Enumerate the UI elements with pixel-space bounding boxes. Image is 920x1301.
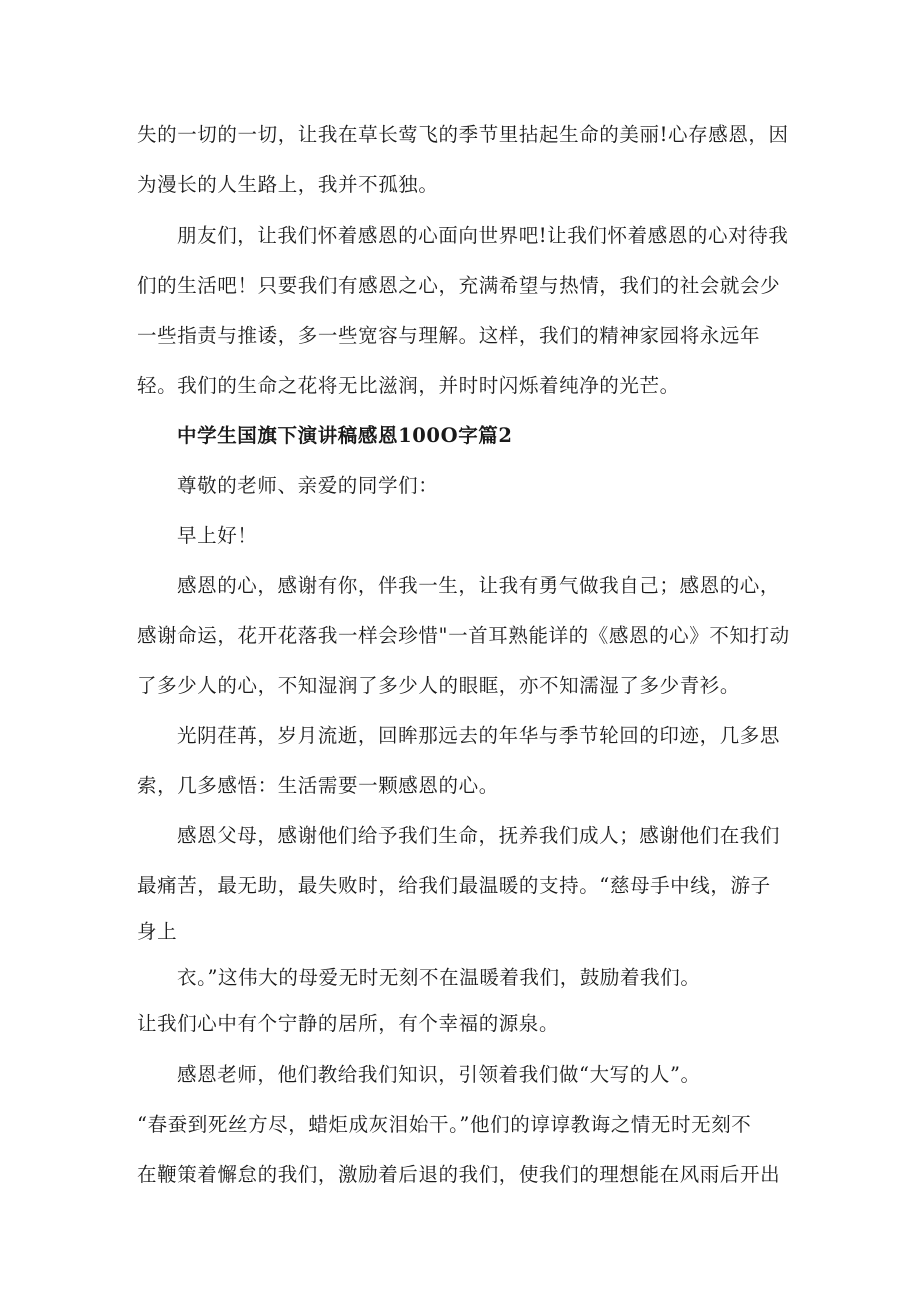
text-line: 轻。我们的生命之花将无比滋润，并时时闪烁着纯净的光芒。 — [137, 374, 680, 397]
salutation: 尊敬的老师、亲爱的同学们： — [177, 474, 439, 497]
text-line: 衣。”这伟大的母爱无时无刻不在温暖着我们，鼓励着我们。 — [177, 966, 701, 989]
text-line: 在鞭策着懈怠的我们，激励着后退的我们，使我们的理想能在风雨后开出 — [137, 1163, 781, 1186]
text-line: 让我们心中有个宁静的居所，有个幸福的源泉。 — [137, 1012, 560, 1035]
text-line: 为漫长的人生路上，我并不孤独。 — [137, 173, 439, 196]
text-line: 了多少人的心，不知湿润了多少人的眼眶，亦不知濡湿了多少青衫。 — [137, 674, 741, 697]
text-line: 朋友们，让我们怀着感恩的心面向世界吧!让我们怀着感恩的心对待我 — [177, 224, 789, 247]
text-line: 索，几多感悟：生活需要一颗感恩的心。 — [137, 774, 499, 797]
text-line: 感恩老师，他们教给我们知识，引领着我们做“大写的人”。 — [177, 1063, 701, 1086]
text-line: 失的一切的一切，让我在草长莺飞的季节里拈起生命的美丽!心存感恩，因 — [137, 123, 789, 146]
text-line: “春蚕到死丝方尽，蜡炬成灰泪始干。”他们的谆谆教诲之情无时无刻不 — [137, 1113, 752, 1136]
text-line: 感谢命运，花开花落我一样会珍惜"一首耳熟能详的《感恩的心》不知打动 — [137, 624, 790, 647]
text-line: 们的生活吧！只要我们有感恩之心，充满希望与热情，我们的社会就会少 — [137, 274, 781, 297]
text-line: 身上 — [137, 920, 178, 943]
text-line: 感恩的心，感谢有你，伴我一生，让我有勇气做我自己；感恩的心， — [177, 574, 781, 597]
greeting: 早上好！ — [177, 524, 258, 547]
text-line: 感恩父母，感谢他们给予我们生命，抚养我们成人；感谢他们在我们 — [177, 824, 781, 847]
section-heading: 中学生国旗下演讲稿感恩100O字篇2 — [177, 424, 513, 447]
text-line: 一些指责与推诿，多一些宽容与理解。这样，我们的精神家园将永远年 — [137, 324, 761, 347]
text-line: 光阴荏苒，岁月流逝，回眸那远去的年华与季节轮回的印迹，几多思 — [177, 724, 781, 747]
text-line: 最痛苦，最无助，最失败时，给我们最温暖的支持。“慈母手中线，游子 — [137, 874, 771, 897]
